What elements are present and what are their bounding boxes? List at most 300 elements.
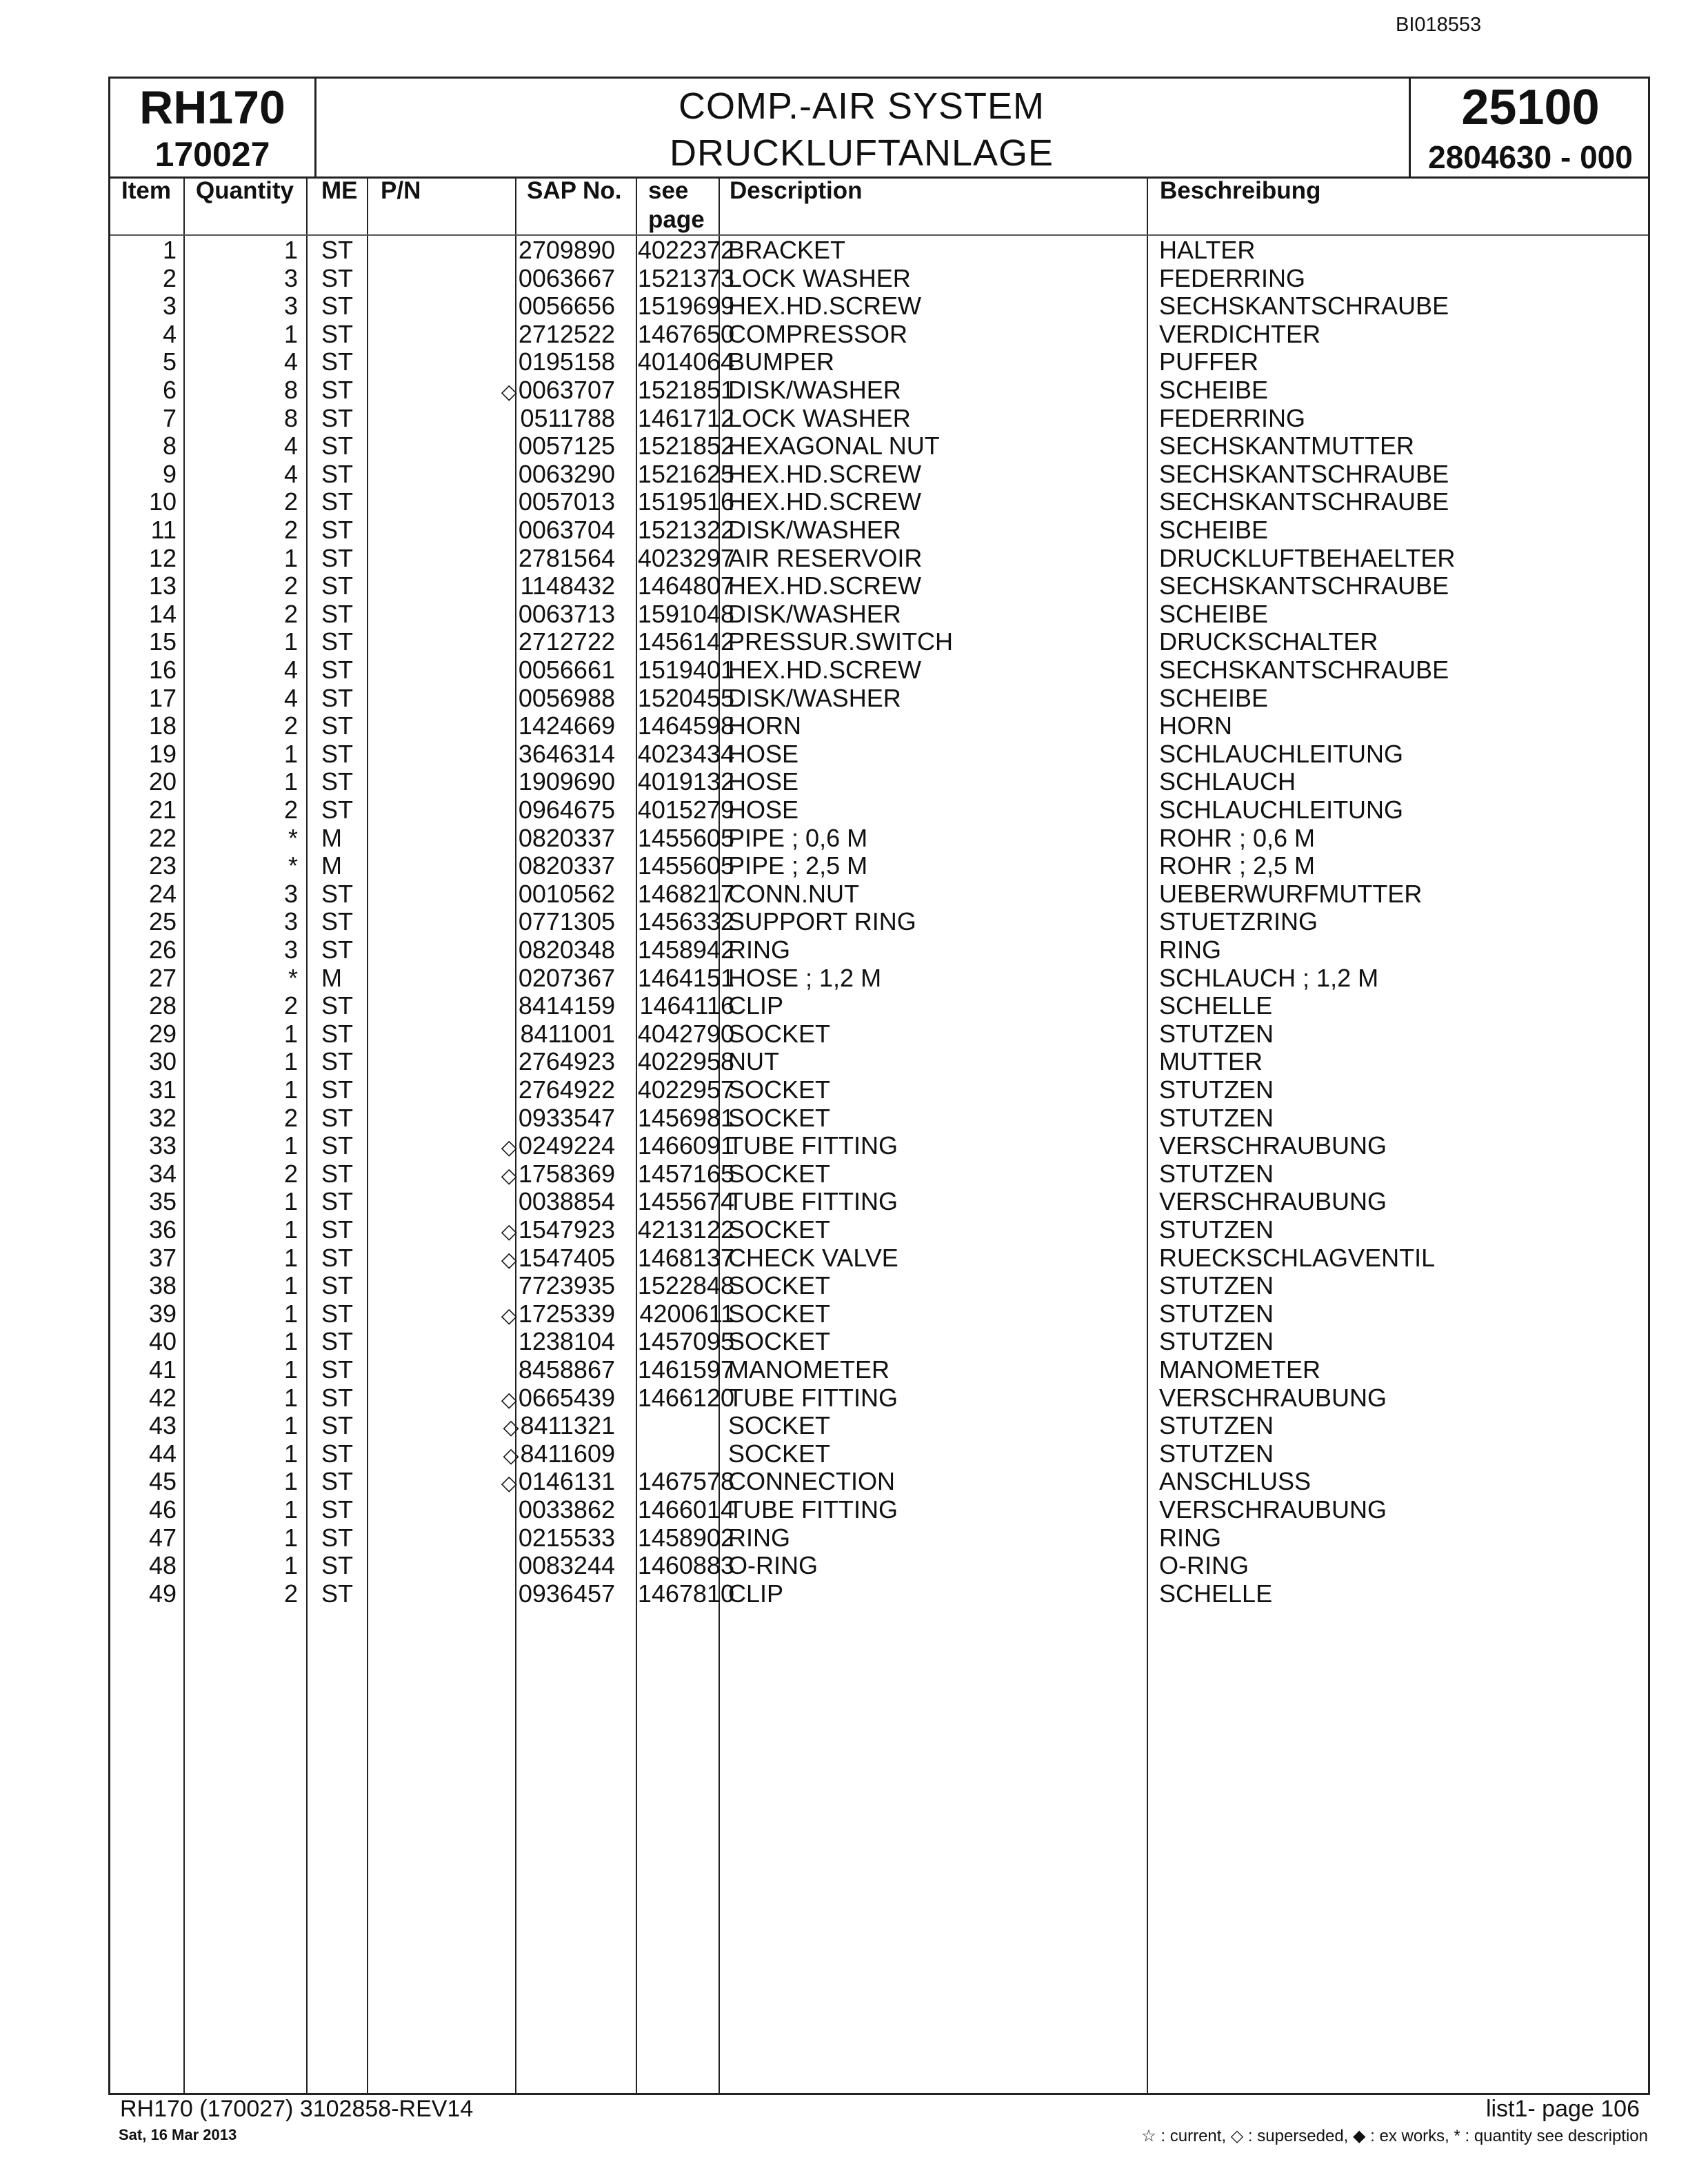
part-number: 1238104 (518, 1327, 615, 1356)
item-number: 9 (162, 459, 177, 488)
sap-number: 4042790 (637, 1019, 734, 1048)
column-header-quantity: Quantity (196, 177, 294, 204)
item-number: 24 (148, 879, 177, 908)
part-number: 0820337 (518, 823, 615, 852)
description: HEX.HD.SCREW (728, 487, 922, 516)
description: RING (728, 1523, 790, 1552)
quantity: 1 (283, 1299, 298, 1328)
table-row (110, 1524, 1648, 1553)
footer-document-ref: RH170 (170027) 3102858-REV14 (120, 2096, 474, 2122)
unit: ST (321, 1019, 354, 1048)
table-row (110, 405, 1648, 433)
description: DISK/WASHER (728, 683, 901, 712)
unit: ST (321, 767, 354, 796)
part-number: 0010562 (518, 879, 615, 908)
unit: ST (321, 572, 354, 600)
beschreibung: STUTZEN (1159, 1215, 1274, 1244)
unit: ST (321, 487, 354, 516)
part-number: 2709890 (518, 236, 615, 264)
quantity: 1 (283, 1131, 298, 1160)
sap-number: 4022957 (637, 1075, 734, 1104)
quantity: 1 (283, 1075, 298, 1104)
quantity: 1 (283, 1243, 298, 1272)
item-number: 15 (148, 627, 177, 656)
description: LOCK WASHER (728, 403, 911, 432)
sap-number: 1467578 (637, 1467, 734, 1496)
quantity: 1 (283, 1047, 298, 1076)
quantity: 1 (283, 1495, 298, 1524)
sap-number: 1520455 (637, 683, 734, 712)
table-row (110, 321, 1648, 349)
unit: ST (321, 1187, 354, 1216)
part-number: 0207367 (518, 963, 615, 992)
sap-number: 1468137 (637, 1243, 734, 1272)
description: SOCKET (728, 1075, 831, 1104)
item-number: 13 (148, 572, 177, 600)
item-number: 42 (148, 1383, 177, 1412)
item-number: 10 (148, 487, 177, 516)
unit: ST (321, 599, 354, 628)
unit: ST (321, 1159, 354, 1188)
description: AIR RESERVOIR (728, 543, 923, 572)
beschreibung: SCHLAUCHLEITUNG (1159, 739, 1404, 768)
description: BUMPER (728, 347, 835, 376)
description: TUBE FITTING (728, 1383, 898, 1412)
item-number: 40 (148, 1327, 177, 1356)
item-number: 33 (148, 1131, 177, 1160)
part-number: 0057125 (518, 432, 615, 461)
table-row (110, 1356, 1648, 1384)
table-row (110, 685, 1648, 713)
table-row (110, 1580, 1648, 1608)
quantity: 1 (283, 1355, 298, 1384)
part-number-text: 0146131 (518, 1467, 615, 1496)
quantity: 2 (283, 1103, 298, 1132)
item-number: 28 (148, 991, 177, 1020)
item-number: 2 (162, 263, 177, 292)
item-number: 35 (148, 1187, 177, 1216)
table-row (110, 348, 1648, 376)
item-number: 41 (148, 1355, 177, 1384)
beschreibung: STUETZRING (1159, 907, 1318, 936)
table-row (110, 1160, 1648, 1189)
unit: ST (321, 459, 354, 488)
beschreibung: RUECKSCHLAGVENTIL (1159, 1243, 1436, 1272)
sap-number: 1464807 (637, 572, 734, 600)
item-number: 38 (148, 1271, 177, 1300)
part-number: 0038854 (518, 1187, 615, 1216)
item-number: 4 (162, 319, 177, 348)
quantity: 2 (283, 796, 298, 824)
quantity: 4 (283, 347, 298, 376)
unit: ST (321, 1131, 354, 1160)
item-number: 30 (148, 1047, 177, 1076)
item-number: 25 (148, 907, 177, 936)
beschreibung: ROHR ; 0,6 M (1159, 823, 1316, 852)
symbol-legend: ☆ : current, ◇ : superseded, ◆ : ex works, * : quantity see description (1141, 2127, 1648, 2145)
beschreibung: SECHSKANTSCHRAUBE (1159, 292, 1449, 321)
quantity: 1 (283, 1327, 298, 1356)
part-number-text: 1547405 (518, 1243, 615, 1272)
part-number: 0195158 (518, 347, 615, 376)
beschreibung: VERSCHRAUBUNG (1159, 1131, 1387, 1160)
item-number: 36 (148, 1215, 177, 1244)
sap-number: 1457165 (637, 1159, 734, 1188)
sap-number: 4022958 (637, 1047, 734, 1076)
superseded-icon: ◇ (501, 1388, 517, 1411)
description: MANOMETER (728, 1355, 890, 1384)
part-number-text: 1547923 (518, 1215, 615, 1244)
table-row (110, 1188, 1648, 1216)
part-number: 0063667 (518, 263, 615, 292)
quantity: 3 (283, 292, 298, 321)
item-number: 23 (148, 851, 177, 880)
quantity: 1 (283, 1215, 298, 1244)
superseded-icon: ◇ (501, 1304, 517, 1327)
beschreibung: MUTTER (1159, 1047, 1263, 1076)
description: PIPE ; 0,6 M (728, 823, 868, 852)
sap-number: 1591048 (637, 599, 734, 628)
part-number: 0771305 (518, 907, 615, 936)
part-number: 0215533 (518, 1523, 615, 1552)
item-number: 21 (148, 796, 177, 824)
sap-number: 1521322 (637, 516, 734, 544)
item-number: 44 (148, 1439, 177, 1468)
item-number: 31 (148, 1075, 177, 1104)
beschreibung: STUTZEN (1159, 1019, 1274, 1048)
sap-number: 1522848 (637, 1271, 734, 1300)
unit: ST (321, 1355, 354, 1384)
table-row (110, 1412, 1648, 1440)
part-number (383, 1412, 615, 1442)
table-row (110, 488, 1648, 516)
part-number: 0083244 (518, 1551, 615, 1580)
unit: ST (321, 432, 354, 461)
description: SOCKET (728, 1159, 831, 1188)
column-header-sap: SAP No. (527, 177, 622, 204)
part-number: 0933547 (518, 1103, 615, 1132)
item-number: 16 (148, 656, 177, 684)
sap-number: 1456981 (637, 1103, 734, 1132)
description: PRESSUR.SWITCH (728, 627, 954, 656)
beschreibung: STUTZEN (1159, 1103, 1274, 1132)
column-header-description: Description (730, 177, 863, 204)
sap-number: 1521852 (637, 432, 734, 461)
item-number: 12 (148, 543, 177, 572)
unit: ST (321, 1579, 354, 1608)
drawing-number: 2804630 - 000 (1428, 139, 1633, 175)
column-header-pn: P/N (381, 177, 421, 204)
beschreibung: SCHLAUCH (1159, 767, 1296, 796)
item-number: 6 (162, 376, 177, 404)
table-row (110, 964, 1648, 993)
part-number: 0056656 (518, 292, 615, 321)
unit: ST (321, 739, 354, 768)
sap-number: 1461597 (637, 1355, 734, 1384)
quantity: 2 (283, 1159, 298, 1188)
quantity: 4 (283, 683, 298, 712)
table-row (110, 1132, 1648, 1160)
sap-number: 1458942 (637, 936, 734, 964)
quantity: * (288, 963, 298, 992)
part-number-text: 0665439 (518, 1383, 615, 1412)
quantity: * (288, 823, 298, 852)
description: SOCKET (728, 1411, 831, 1440)
item-number: 29 (148, 1019, 177, 1048)
beschreibung: PUFFER (1159, 347, 1258, 376)
unit: ST (321, 1495, 354, 1524)
sap-number: 1455605 (637, 823, 734, 852)
beschreibung: ANSCHLUSS (1159, 1467, 1312, 1496)
beschreibung: SECHSKANTMUTTER (1159, 432, 1415, 461)
description: HOSE ; 1,2 M (728, 963, 882, 992)
part-number: 8411001 (520, 1019, 615, 1048)
sap-number: 1460883 (637, 1551, 734, 1580)
sap-number: 1464151 (637, 963, 734, 992)
sap-number: 1458902 (637, 1523, 734, 1552)
table-row (110, 545, 1648, 573)
item-number: 19 (148, 739, 177, 768)
superseded-icon: ◇ (501, 1164, 517, 1187)
sap-number: 1466091 (637, 1131, 734, 1160)
item-number: 18 (148, 711, 177, 740)
quantity: 1 (283, 1411, 298, 1440)
description: CONN.NUT (728, 879, 859, 908)
description: CLIP (728, 1579, 784, 1608)
sap-number: 1464598 (637, 711, 734, 740)
unit: ST (321, 1383, 354, 1412)
sap-number: 1457095 (637, 1327, 734, 1356)
column-header-item: Item (121, 177, 171, 204)
quantity: 3 (283, 936, 298, 964)
part-number: 8414159 (518, 991, 615, 1020)
quantity: 4 (283, 656, 298, 684)
item-number: 5 (162, 347, 177, 376)
part-number: 0063704 (518, 516, 615, 544)
unit: M (321, 963, 342, 992)
part-number: 3646314 (518, 739, 615, 768)
description: HOSE (728, 796, 799, 824)
beschreibung: SCHELLE (1159, 1579, 1273, 1608)
sap-number: 1464116 (639, 991, 734, 1020)
sap-number: 1456142 (637, 627, 734, 656)
description: SOCKET (728, 1019, 831, 1048)
part-number: 0820337 (518, 851, 615, 880)
quantity: 1 (283, 1439, 298, 1468)
table-row (110, 1552, 1648, 1580)
part-number (383, 1440, 615, 1470)
part-number-text: 1758369 (518, 1159, 615, 1188)
beschreibung: SCHLAUCHLEITUNG (1159, 796, 1404, 824)
unit: ST (321, 403, 354, 432)
table-row (110, 1440, 1648, 1468)
part-number: 0033862 (518, 1495, 615, 1524)
item-number: 45 (148, 1467, 177, 1496)
beschreibung: SECHSKANTSCHRAUBE (1159, 487, 1449, 516)
beschreibung: MANOMETER (1159, 1355, 1320, 1384)
sap-number: 1461712 (637, 403, 734, 432)
unit: ST (321, 1271, 354, 1300)
part-number: 0936457 (518, 1579, 615, 1608)
part-number: 0057013 (518, 487, 615, 516)
description: O-RING (728, 1551, 818, 1580)
part-number: 8458867 (518, 1355, 615, 1384)
description: HEX.HD.SCREW (728, 656, 922, 684)
unit: ST (321, 1551, 354, 1580)
table-row (110, 292, 1648, 321)
part-number: 1424669 (518, 711, 615, 740)
item-number: 49 (148, 1579, 177, 1608)
unit: ST (321, 347, 354, 376)
table-row (110, 1216, 1648, 1244)
sap-number: 4023297 (637, 543, 734, 572)
unit: ST (321, 711, 354, 740)
description: HORN (728, 711, 801, 740)
part-number: 2764923 (518, 1047, 615, 1076)
quantity: 3 (283, 879, 298, 908)
unit: ST (321, 1243, 354, 1272)
sap-number: 4019132 (637, 767, 734, 796)
title-german: DRUCKLUFTANLAGE (669, 132, 1054, 174)
unit: ST (321, 543, 354, 572)
unit: ST (321, 236, 354, 264)
table-row (110, 852, 1648, 880)
sap-number: 1521625 (637, 459, 734, 488)
table-row (110, 740, 1648, 769)
beschreibung: HORN (1159, 711, 1232, 740)
item-number: 20 (148, 767, 177, 796)
table-row (110, 1384, 1648, 1413)
table-row (110, 516, 1648, 545)
quantity: 1 (283, 319, 298, 348)
sap-number: 1468217 (637, 879, 734, 908)
part-number: 0820348 (518, 936, 615, 964)
description: SUPPORT RING (728, 907, 916, 936)
beschreibung: SCHEIBE (1159, 683, 1269, 712)
superseded-icon: ◇ (501, 1220, 517, 1243)
part-number-text: 0063707 (518, 376, 615, 404)
superseded-icon: ◇ (501, 381, 517, 403)
part-number: 2781564 (518, 543, 615, 572)
unit: ST (321, 516, 354, 544)
unit: ST (321, 627, 354, 656)
unit: ST (321, 1047, 354, 1076)
quantity: 1 (283, 739, 298, 768)
description: HEX.HD.SCREW (728, 459, 922, 488)
unit: M (321, 851, 342, 880)
beschreibung: SECHSKANTSCHRAUBE (1159, 572, 1449, 600)
description: DISK/WASHER (728, 376, 901, 404)
beschreibung: SCHEIBE (1159, 376, 1269, 404)
header-block (110, 79, 1648, 179)
description: COMPRESSOR (728, 319, 908, 348)
column-header-see-page: see page (648, 177, 705, 233)
column-header-beschreibung: Beschreibung (1160, 177, 1321, 204)
item-number: 47 (148, 1523, 177, 1552)
description: SOCKET (728, 1271, 831, 1300)
description: DISK/WASHER (728, 599, 901, 628)
item-number: 37 (148, 1243, 177, 1272)
description: CHECK VALVE (728, 1243, 898, 1272)
beschreibung: VERSCHRAUBUNG (1159, 1187, 1387, 1216)
beschreibung: STUTZEN (1159, 1411, 1274, 1440)
quantity: 8 (283, 403, 298, 432)
unit: ST (321, 1075, 354, 1104)
unit: ST (321, 1299, 354, 1328)
beschreibung: STUTZEN (1159, 1271, 1274, 1300)
beschreibung: SECHSKANTSCHRAUBE (1159, 459, 1449, 488)
table-row (110, 712, 1648, 740)
item-number: 34 (148, 1159, 177, 1188)
part-number: 0056988 (518, 683, 615, 712)
description: HEX.HD.SCREW (728, 572, 922, 600)
unit: ST (321, 1103, 354, 1132)
table-row (110, 1272, 1648, 1300)
unit: M (321, 823, 342, 852)
table-row (110, 768, 1648, 796)
description: RING (728, 936, 790, 964)
unit: ST (321, 376, 354, 404)
beschreibung: STUTZEN (1159, 1327, 1274, 1356)
superseded-icon: ◇ (501, 1136, 517, 1160)
part-number: 1148432 (520, 572, 615, 600)
beschreibung: DRUCKSCHALTER (1159, 627, 1378, 656)
group-block (1409, 79, 1650, 176)
quantity: 3 (283, 907, 298, 936)
quantity: 2 (283, 711, 298, 740)
unit: ST (321, 796, 354, 824)
document-id: BI018553 (1396, 14, 1482, 36)
quantity: 2 (283, 1579, 298, 1608)
quantity: 1 (283, 1187, 298, 1216)
quantity: 2 (283, 487, 298, 516)
beschreibung: HALTER (1159, 236, 1256, 264)
item-number: 46 (148, 1495, 177, 1524)
part-number: 0964675 (518, 796, 615, 824)
beschreibung: SCHLAUCH ; 1,2 M (1159, 963, 1379, 992)
item-number: 22 (148, 823, 177, 852)
part-number: 0511788 (520, 403, 615, 432)
sap-number: 1521373 (637, 263, 734, 292)
part-number: 7723935 (518, 1271, 615, 1300)
unit: ST (321, 936, 354, 964)
unit: ST (321, 907, 354, 936)
part-number: 0063713 (518, 599, 615, 628)
part-number: 2764922 (518, 1075, 615, 1104)
description: CONNECTION (728, 1467, 895, 1496)
beschreibung: ROHR ; 2,5 M (1159, 851, 1316, 880)
table-row (110, 1048, 1648, 1076)
item-number: 48 (148, 1551, 177, 1580)
part-number: 1909690 (518, 767, 615, 796)
item-number: 32 (148, 1103, 177, 1132)
unit: ST (321, 292, 354, 321)
unit: ST (321, 683, 354, 712)
sap-number: 4022372 (637, 236, 734, 264)
table-row (110, 1328, 1648, 1356)
beschreibung: UEBERWURFMUTTER (1159, 879, 1423, 908)
beschreibung: VERDICHTER (1159, 319, 1321, 348)
sap-number: 1519516 (637, 487, 734, 516)
table-row (110, 1020, 1648, 1049)
sap-number: 4015279 (637, 796, 734, 824)
beschreibung: STUTZEN (1159, 1159, 1274, 1188)
beschreibung: SCHEIBE (1159, 516, 1269, 544)
description: TUBE FITTING (728, 1187, 898, 1216)
item-number: 7 (162, 403, 177, 432)
quantity: 1 (283, 1019, 298, 1048)
item-number: 39 (148, 1299, 177, 1328)
